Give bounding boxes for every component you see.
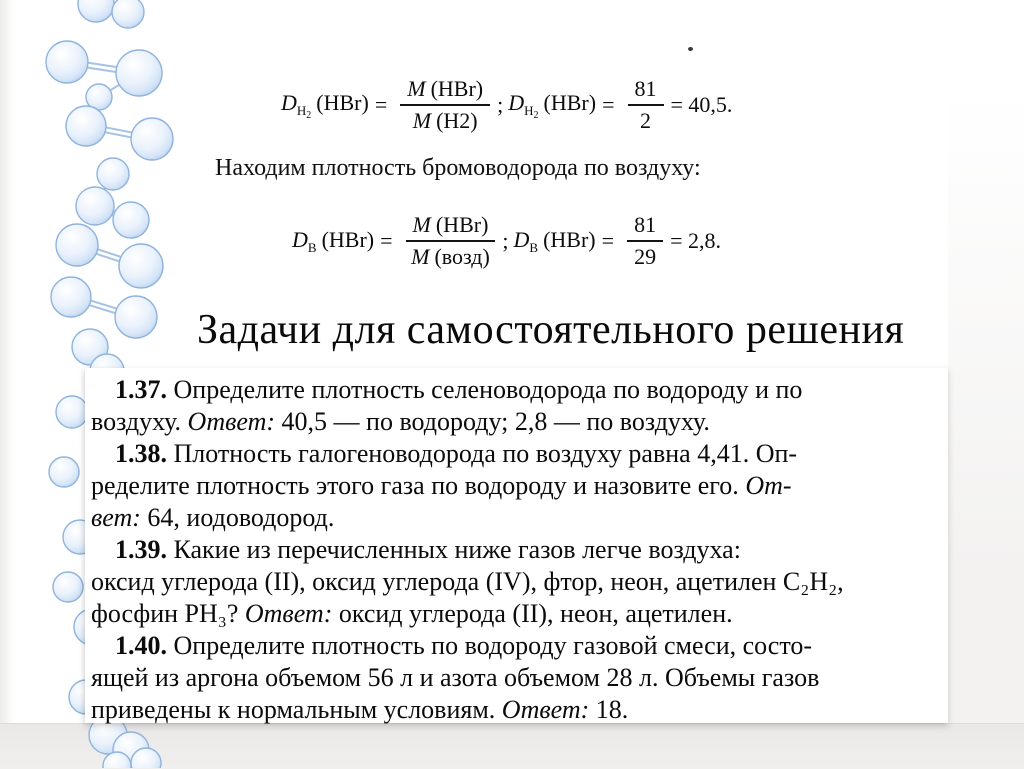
scan-speck <box>688 47 693 51</box>
section-heading: Задачи для самостоятельного решения <box>197 307 905 353</box>
page-left-edge-shade <box>0 0 14 768</box>
intro-text: Находим плотность бромоводорода по воздуху: <box>215 155 701 181</box>
formula-result: = 40,5. <box>670 92 733 117</box>
equals-sign: = <box>380 228 393 253</box>
semicolon: ; <box>497 92 504 117</box>
equals-sign: = <box>602 92 615 117</box>
fraction: $\frac{\text{M (HBr)}}{\text{M (возд)}}$ <box>406 212 496 270</box>
problem-line: вет: 64, иодоводород. <box>91 503 335 532</box>
formula-term: $D_{H_2}(HBr)$ <box>508 89 597 121</box>
semicolon: ; <box>502 228 509 253</box>
page-right-edge-shade <box>948 90 1024 723</box>
problem-line: воздуху. Ответ: 40,5 — по водороду; 2,8 — по воздуху. <box>91 407 710 436</box>
formula-result: = 2,8. <box>670 228 721 253</box>
formula-density-by-air <box>292 200 721 282</box>
equals-sign: = <box>601 228 615 253</box>
problem-line: приведены к нормальным условиям. Ответ: 18. <box>91 695 629 724</box>
problem-line: 1.37. Определите плотность селеноводорода по водороду и по <box>115 375 803 404</box>
fraction: $\frac{81}{2}$ <box>628 76 664 134</box>
problem-line: оксид углерода (II), оксид углерода (IV), фтор, неон, ацетилен C₂H₂, <box>91 567 844 596</box>
problem-line: 1.39. Какие из перечисленных ниже газов легче воздуха: <box>115 535 741 564</box>
problems-text <box>91 374 844 726</box>
formula-term: $D_В$ (HBr) <box>513 226 596 255</box>
problem-line: 1.40. Определите плотность по водороду газовой смеси, состо- <box>115 631 813 660</box>
problem-line: ящей из аргона объемом 56 л и азота объемом 28 л. Объемы газов <box>91 663 820 692</box>
problem-line: 1.38. Плотность галогеноводорода по воздуху равна 4,41. Оп- <box>115 439 798 468</box>
equals-sign: = <box>374 92 388 117</box>
fraction: $\frac{81}{29}$ <box>627 212 663 270</box>
fraction: $\frac{\text{M (HBr)}}{M (H2)}$ <box>400 76 490 134</box>
problem-line: ределите плотность этого газа по водороду и назовите его. От- <box>91 471 792 500</box>
formula-density-by-hydrogen <box>281 64 732 146</box>
formula-term: $D_В$ (HBr) <box>292 226 375 255</box>
formula-term: $D_{H_2}(HBr)$ <box>281 89 369 121</box>
problem-line: фосфин PH₃? Ответ: оксид углерода (II), неон, ацетилен. <box>91 599 733 628</box>
